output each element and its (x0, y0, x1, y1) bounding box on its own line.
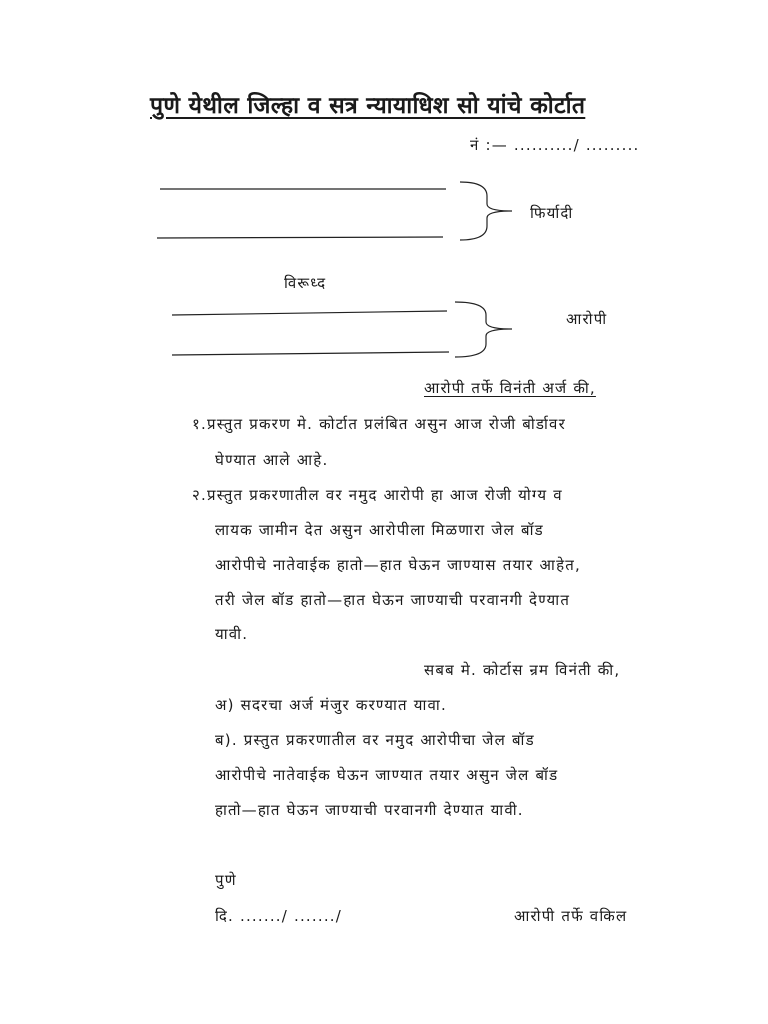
point-2-line-2: लायक जामीन देत असुन आरोपीला मिळणारा जेल बॉड (215, 521, 544, 539)
accused-blank-line-2 (172, 352, 449, 355)
versus-label: विरूध्द (284, 274, 327, 292)
date-line: दि. ......./ ......./ (215, 907, 343, 925)
complainant-label: फिर्यादी (530, 204, 574, 222)
complainant-blank-line-2 (157, 237, 443, 238)
advocate-signature: आरोपी तर्फे वकिल (514, 907, 628, 925)
accused-blank-line-1 (172, 311, 447, 315)
complainant-brace (460, 182, 512, 240)
point-2-line-4: तरी जेल बॉड हातो—हात घेऊन जाण्याची परवानगी देण्यात (215, 591, 571, 609)
case-number: नं :— ........../ ......... (470, 136, 640, 154)
point-2-line-5: यावी. (215, 625, 249, 643)
prayer-a: अ) सदरचा अर्ज मंजुर करण्यात यावा. (215, 696, 447, 714)
prayer-b-line-2: आरोपीचे नातेवाईक घेऊन जाण्यात तयार असुन जेल बॉड (215, 766, 559, 784)
point-2-line-1: २.प्रस्तुत प्रकरणातील वर नमुद आरोपी हा आज रोजी योग्य व (192, 486, 563, 504)
document-heading: पुणे येथील जिल्हा व सत्र न्यायाधिश सो यांचे कोर्टात (150, 93, 586, 119)
accused-brace (455, 302, 512, 357)
prayer-intro: सबब मे. कोर्टास न्रम विनंती की, (424, 661, 621, 679)
application-intro: आरोपी तर्फे विनंती अर्ज की, (424, 379, 596, 397)
point-2-line-3: आरोपीचे नातेवाईक हातो—हात घेऊन जाण्यास तयार आहेत, (215, 556, 581, 574)
place: पुणे (215, 871, 237, 889)
point-1-line-1: १.प्रस्तुत प्रकरण मे. कोर्टात प्रलंबित असुन आज रोजी बोर्डावर (192, 415, 566, 433)
prayer-b-line-3: हातो—हात घेऊन जाण्याची परवानगी देण्यात यावी. (215, 801, 524, 819)
accused-label: आरोपी (566, 310, 608, 328)
prayer-b-line-1: ब). प्रस्तुत प्रकरणातील वर नमुद आरोपीचा जेल बॉड (215, 731, 535, 749)
point-1-line-2: घेण्यात आले आहे. (215, 451, 329, 469)
